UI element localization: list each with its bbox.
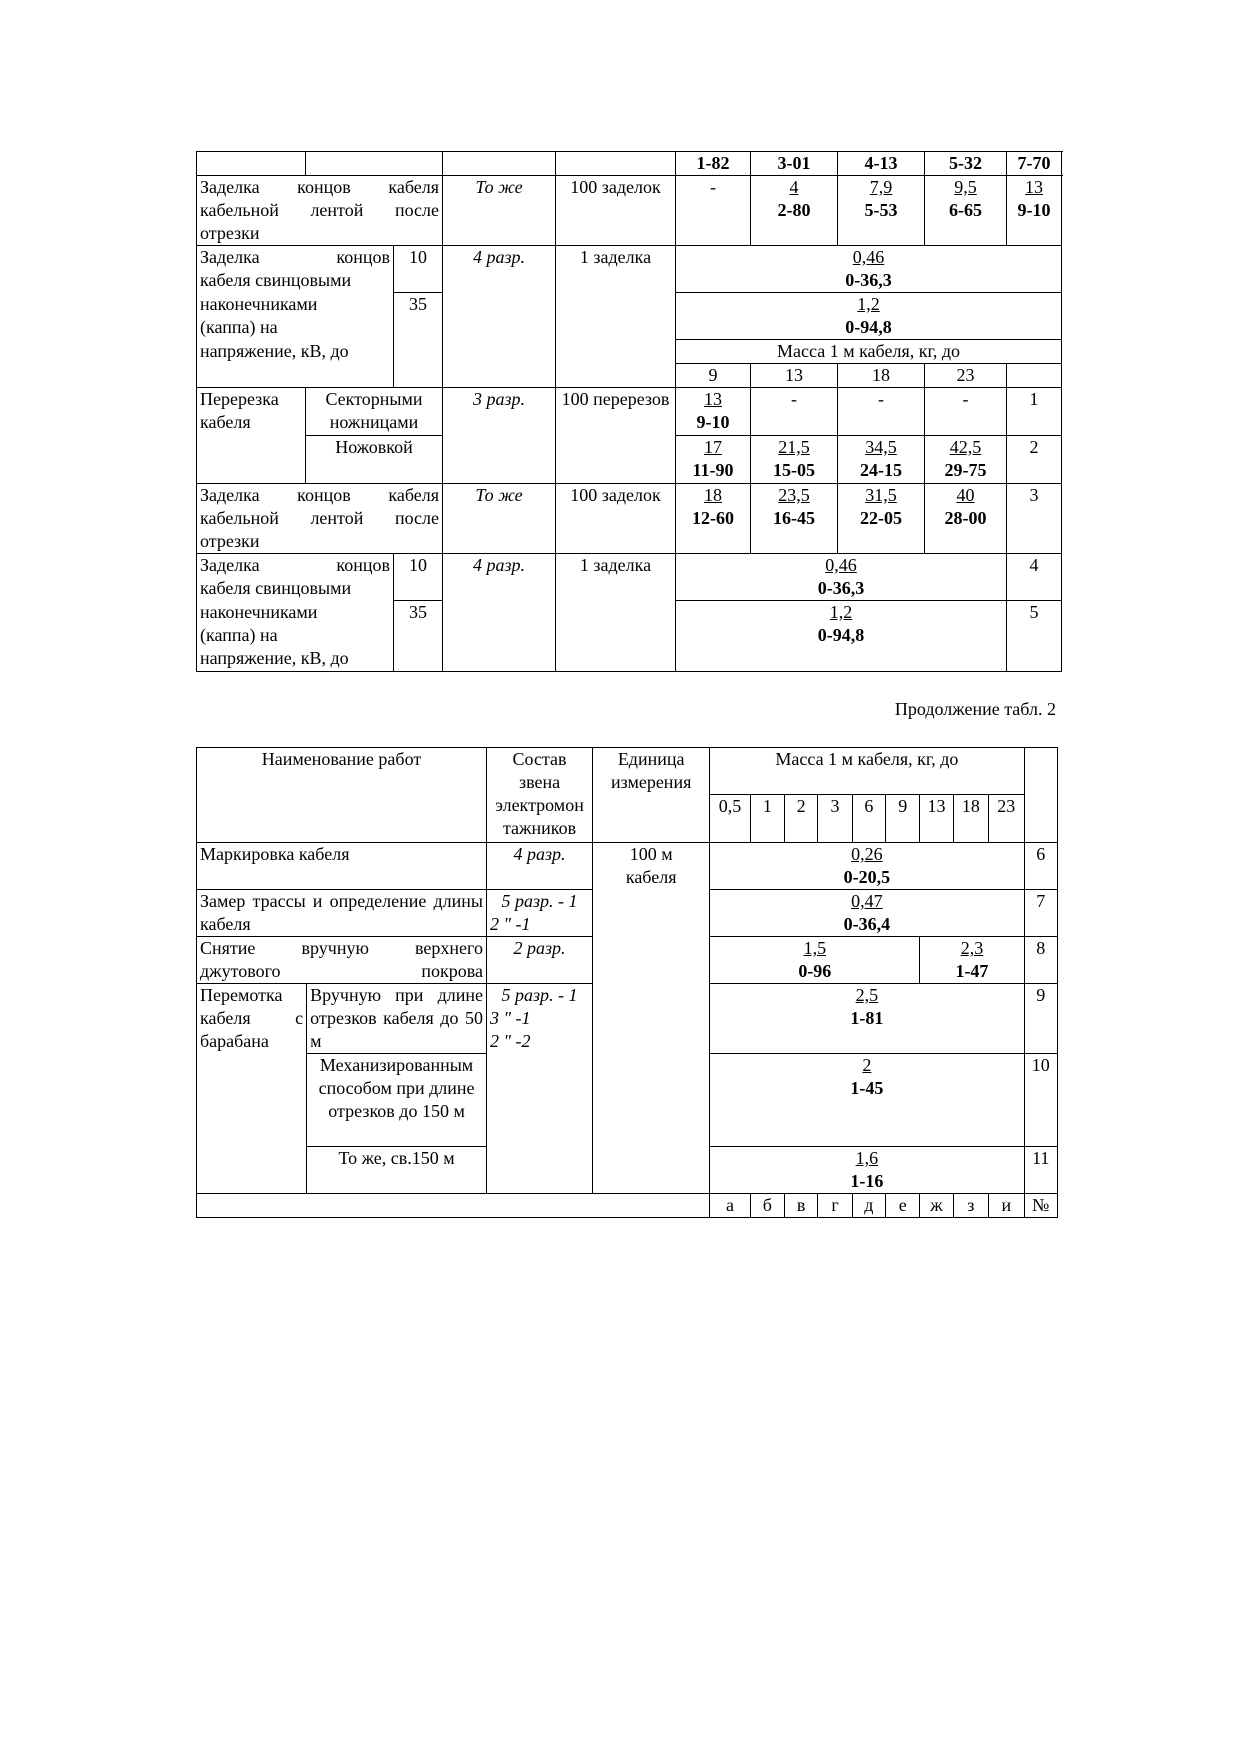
value-bottom: 1-47 [955,961,989,981]
value-bottom: 24-15 [860,460,902,480]
value-cell [925,176,1007,246]
row-number: 9 [1024,984,1057,1054]
value-bottom: 2-80 [777,200,811,220]
name-line: напряжение, кВ, до [200,647,349,668]
footer-letter: б [750,1194,784,1218]
row-number: 6 [1024,843,1057,890]
mass-col: 9 [886,795,920,843]
empty-cell [443,364,556,388]
value-bottom: 1-45 [850,1078,884,1098]
name-line: Заделка концов [200,247,390,267]
value-top: 21,5 [778,437,810,457]
footer-letter: д [852,1194,885,1218]
footer-letter: е [886,1194,920,1218]
empty-cell [394,340,443,364]
value-cell [751,484,838,554]
crew-line: 5 разр. - 1 [501,891,578,911]
value-cell [676,388,751,436]
value-bottom: 0-36,4 [843,914,891,934]
row-number: 8 [1024,937,1057,984]
value-top: 1,2 [829,602,853,622]
value-cell [676,554,1007,601]
mass-col: 9 [676,364,751,388]
empty-cell [556,340,676,364]
table-2-row [197,937,1058,984]
voltage: 10 [394,246,443,293]
value-top: 2,5 [855,985,879,1005]
name-line: кабеля свинцовыми [200,578,352,598]
table-1-row [197,554,1062,601]
footer-number-sign: № [1024,1194,1057,1218]
empty-cell [1024,748,1057,843]
empty-cell [593,984,710,1194]
table-1-row [197,176,1062,246]
header-name: Наименование работ [197,748,487,843]
value-bottom: 15-05 [773,460,815,480]
code-cell: 3-01 [751,152,838,176]
value-bottom: 16-45 [773,508,815,528]
value-top: 42,5 [949,437,982,457]
voltage: 35 [394,601,443,672]
value-bottom: 0-36,3 [845,270,892,290]
header-crew [486,748,592,843]
value-top: 0,26 [851,844,883,864]
crew [486,890,592,937]
empty-cell [306,152,443,176]
table-1 [196,151,1062,672]
footer-letter: а [710,1194,750,1218]
value-bottom: 22-05 [860,508,902,528]
value-bottom: 29-75 [944,460,987,480]
crew: 4 разр. [486,843,592,890]
empty-cell [394,364,443,388]
crew: То же [443,176,556,246]
row-number: 5 [1007,601,1062,672]
value-top: 7,9 [869,177,893,197]
value-top: - [962,389,969,409]
row-number: 1 [1007,388,1062,436]
value-cell [710,843,1024,890]
name-line: кабеля [200,412,251,432]
code-cell: 7-70 [1007,152,1062,176]
empty-cell [443,436,556,484]
value-top: 1,2 [857,294,880,314]
empty-cell [556,364,676,388]
value-cell [925,436,1007,484]
value-bottom: 5-53 [864,200,898,220]
name-line: наконечниками [200,293,318,314]
unit-line: кабеля [625,867,677,887]
empty-cell [1007,364,1062,388]
unit [593,843,710,890]
sub-operation: То же, св.150 м [307,1147,487,1194]
work-name: Снятие вручную верхнего джутового покрова [197,937,487,984]
table-2 [196,747,1058,1218]
value-cell [838,176,925,246]
mass-col: 23 [925,364,1007,388]
row-number: 11 [1024,1147,1057,1194]
empty-cell [593,890,710,937]
empty-cell [443,601,556,672]
unit: 1 заделка [556,246,676,293]
empty-cell [556,436,676,484]
value-bottom: 28-00 [944,508,987,528]
crew [486,984,592,1194]
empty-cell [443,152,556,176]
name-line: (каппа) на [200,316,278,337]
value-top: 0,46 [852,247,885,267]
table-2-footer-row [197,1194,1058,1218]
table-1-row [197,293,1062,340]
name-line: наконечниками [200,601,318,622]
work-name [197,293,394,340]
header-line: электромон [495,795,584,815]
value-top: 4 [789,177,799,197]
empty-cell [197,1194,710,1218]
value-bottom: 1-16 [850,1171,884,1191]
header-line: Состав [512,749,567,769]
work-name: Заделка концов кабеля кабельной лентой после отрезки [197,484,443,554]
value-top: 13 [1025,177,1043,197]
table-1-row [197,246,1062,293]
empty-cell [443,340,556,364]
value-top: 1,6 [855,1148,879,1168]
value-top: 13 [704,389,722,409]
header-line: Единица [617,749,685,769]
empty-cell [593,937,710,984]
row-number: 2 [1007,436,1062,484]
mass-col: 3 [818,795,852,843]
footer-letter: в [785,1194,818,1218]
value-top: 34,5 [865,437,897,457]
value-cell [751,436,838,484]
name-line: (каппа) на [200,624,278,645]
header-line: тажников [502,818,577,838]
table-2-row [197,843,1058,890]
value-cell [838,484,925,554]
row-number: 7 [1024,890,1057,937]
empty-cell [556,601,676,672]
name-line: Перерезка [200,389,279,409]
code-cell: 4-13 [838,152,925,176]
table-1-row [197,601,1062,672]
footer-letter: и [989,1194,1024,1218]
value-bottom: 0-96 [798,961,832,981]
value-cell [751,388,838,436]
mass-col: 23 [989,795,1024,843]
table-1-row [197,364,1062,388]
value-top: 17 [704,437,722,457]
work-name [197,601,394,672]
empty-cell [443,293,556,340]
footer-letter: ж [920,1194,953,1218]
voltage: 35 [394,293,443,340]
table-2-row [197,984,1058,1054]
value-cell [676,246,1062,293]
table-1-row [197,436,1062,484]
sub-operation: Механизированным способом при длине отрезков до 150 м [307,1054,487,1147]
value-cell [710,1054,1024,1147]
footer-letter: г [818,1194,852,1218]
sub-operation: Секторными ножницами [306,388,443,436]
table-caption: Продолжение табл. 2 [894,699,1056,719]
value-bottom: 9-10 [696,412,730,432]
header-mass: Масса 1 м кабеля, кг, до [710,748,1024,795]
value-bottom: 0-94,8 [845,317,892,337]
mass-col: 18 [838,364,925,388]
sub-operation: Ножовкой [306,436,443,484]
value-cell [920,937,1024,984]
empty-cell [197,436,306,484]
value-cell [676,601,1007,672]
value-cell [838,436,925,484]
row-number: 4 [1007,554,1062,601]
value-cell [710,984,1024,1054]
value-bottom: 11-90 [692,460,734,480]
row-number: 10 [1024,1054,1057,1147]
mass-col: 2 [785,795,818,843]
value-bottom: 1-81 [850,1008,884,1028]
work-name: Замер трассы и определение длины кабеля [197,890,487,937]
sub-operation: Вручную при длине отрезков кабеля до 50 м [307,984,487,1054]
value-cell [676,484,751,554]
crew: 2 разр. [486,937,592,984]
value-top: 31,5 [865,485,897,505]
work-name: Заделка концов кабеля кабельной лентой после отрезки [197,176,443,246]
value-cell [710,890,1024,937]
value-cell [925,388,1007,436]
value-cell [676,293,1062,340]
name-line: Заделка концов [200,555,390,575]
footer-letter: з [953,1194,988,1218]
work-name: напряжение, кВ, до [197,340,394,364]
value-top: 18 [704,485,722,505]
value-cell [1007,176,1062,246]
table-1-header-row [197,152,1062,176]
value-top: 2,3 [960,938,984,958]
empty-cell [556,152,676,176]
header-line: звена [518,772,561,792]
work-name [197,246,394,293]
value-top: - [878,389,884,409]
table-2-row [197,890,1058,937]
unit: 100 заделок [556,176,676,246]
name-line: кабеля свинцовыми [200,270,352,290]
work-name [197,388,306,436]
table-1-row [197,388,1062,436]
work-name: Маркировка кабеля [197,843,487,890]
header-unit [593,748,710,843]
crew: 4 разр. [443,554,556,601]
code-cell: 5-32 [925,152,1007,176]
value-top: 0,46 [825,555,857,575]
mass-col: 6 [852,795,885,843]
value-bottom: 9-10 [1017,200,1051,220]
table-1-row [197,340,1062,364]
work-name: Перемотка кабеля с барабана [197,984,307,1194]
value-bottom: 0-94,8 [817,625,865,645]
unit-line: 100 м [629,844,673,864]
mass-header: Масса 1 м кабеля, кг, до [676,340,1062,364]
empty-cell [197,364,394,388]
table-1-row [197,484,1062,554]
work-name [197,554,394,601]
value-top: - [791,389,797,409]
value-cell [710,1147,1024,1194]
mass-col: 0,5 [710,795,750,843]
empty-cell [197,152,306,176]
empty-cell [556,293,676,340]
value-top: 2 [862,1055,872,1075]
value-cell [838,388,925,436]
crew-line: 2 " -2 [489,1031,531,1051]
value-top: 1,5 [803,938,827,958]
crew: То же [443,484,556,554]
value-top: 0,47 [851,891,883,911]
crew-line: 5 разр. - 1 [501,985,578,1005]
unit: 100 заделок [556,484,676,554]
header-line: измерения [610,772,692,792]
value-bottom: 0-36,3 [817,578,865,598]
value-cell [676,436,751,484]
table-2-header-row [197,748,1058,795]
value-top: 23,5 [778,485,810,505]
voltage: 10 [394,554,443,601]
crew: 3 разр. [443,388,556,436]
crew: 4 разр. [443,246,556,293]
code-cell: 1-82 [676,152,751,176]
value-top: 9,5 [954,177,977,197]
crew-line: 3 " -1 [489,1008,531,1028]
value-cell [751,176,838,246]
value-bottom: 6-65 [949,200,982,220]
unit: 100 перерезов [556,388,676,436]
mass-col: 1 [750,795,784,843]
value-cell [925,484,1007,554]
value-cell [710,937,920,984]
value-top: 40 [956,485,975,505]
mass-col: 13 [751,364,838,388]
mass-col: 18 [953,795,988,843]
value-bottom: 12-60 [692,508,734,528]
value-cell [676,176,751,246]
crew-line: 2 " -1 [489,914,531,934]
unit: 1 заделка [556,554,676,601]
value-top: - [710,177,716,197]
value-bottom: 0-20,5 [843,867,891,887]
mass-col: 13 [920,795,953,843]
row-number: 3 [1007,484,1062,554]
